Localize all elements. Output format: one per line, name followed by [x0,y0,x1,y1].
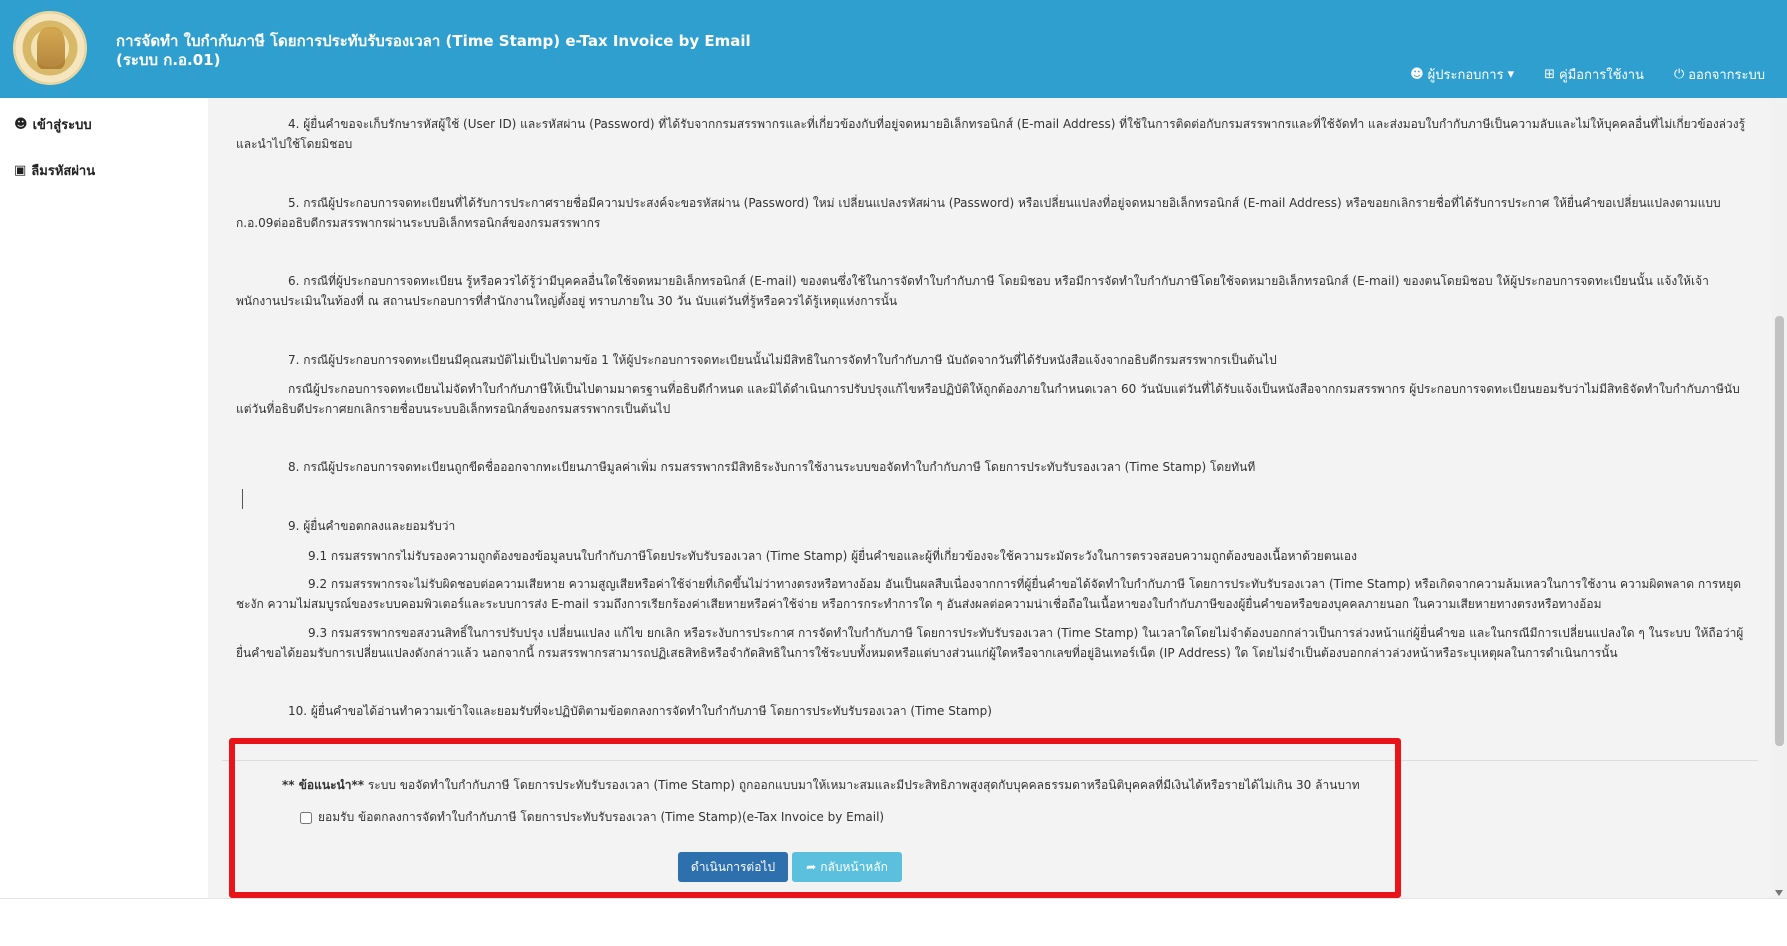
sidebar-item-forgot-password[interactable] [14,160,95,181]
top-nav [1410,64,1765,85]
back-home-button-label: กลับหน้าหลัก [820,859,888,874]
vertical-scrollbar[interactable] [1772,98,1787,898]
user-icon: ☻ [1410,67,1424,82]
recommendation-label: ** ข้อแนะนำ** [282,778,365,792]
term-9-2: 9.2 กรมสรรพากรจะไม่รับผิดชอบต่อความเสียหาย ความสูญเสียหรือค่าใช้จ่ายที่เกิดขึ้นไม่ว่าทางตรงหรือทางอ้อม อันเป็นผลสืบเนื่องจากการที่ผู้ยื่นคำขอได้จัดทำใบกำกับภาษี โดยการประทับรับรองเวลา (Time Stamp) หรือเกิดจากความล้มเหลวในการใช้งาน ความผิดพลาด การหยุดชะงัก ความไม่สมบูรณ์ของระบบคอมพิวเตอร์และระบบการส่ง E-mail รวมถึงการเรียกร้องค่าเสียหายหรือค่าใช้จ่าย หรือการกระทำการใด ๆ อันส่งผลต่อความน่าเชื่อถือในเนื้อหาของใบกำกับภาษีของผู้ยื่นคำขอหรือของบุคคลภายนอก ในความเสียหายทางตรงหรือทางอ้อม [236,577,1742,611]
logo-emblem [37,27,65,69]
sidebar-item-login-label: เข้าสู่ระบบ [32,118,92,133]
lock-icon: ▣ [14,163,27,178]
app-title-line1: การจัดทำ ใบกำกับภาษี โดยการประทับรับรองเวลา (Time Stamp) e-Tax Invoice by Email [116,32,751,50]
scrollbar-thumb[interactable] [1775,316,1784,746]
logout-link[interactable] [1674,64,1765,85]
recommendation-text: ระบบ ขอจัดทำใบกำกับภาษี โดยการประทับรับรองเวลา (Time Stamp) ถูกออกแบบมาให้เหมาะสมและมีประสิทธิภาพสูงสุดกับบุคคลธรรมดาหรือนิติบุคคลที่มีเงินได้หรือรายได้ไม่เกิน 30 ล้านบาท [367,778,1360,792]
agreement-row [300,808,884,827]
term-8: 8. กรณีผู้ประกอบการจดทะเบียนถูกขีดชื่อออกจากทะเบียนภาษีมูลค่าเพิ่ม กรมสรรพากรมีสิทธิระงับการใช้งานระบบขอจัดทำใบกำกับภาษี โดยการประทับรับรองเวลา (Time Stamp) โดยทันที [288,460,1256,474]
operator-menu[interactable] [1410,64,1514,85]
logout-link-label: ออกจากระบบ [1688,68,1765,83]
plus-square-icon: ⊞ [1544,67,1556,82]
share-arrow-icon: ➦ [806,860,817,874]
user-icon: ☻ [14,117,28,132]
header-bar [0,0,1787,98]
back-home-button[interactable] [792,852,902,882]
term-7b: กรณีผู้ประกอบการจดทะเบียนไม่จัดทำใบกำกับภาษีให้เป็นไปตามมาตรฐานที่อธิบดีกำหนด และมิได้ดำเนินการปรับปรุงแก้ไขหรือปฏิบัติให้ถูกต้องภายในกำหนดเวลา 60 วันนับแต่วันที่ได้รับแจ้งเป็นหนังสือจากกรมสรรพากร ผู้ประกอบการจดทะเบียนยอมรับว่าไม่มีสิทธิจัดทำใบกำกับภาษีนับแต่วันที่อธิบดีประกาศยกเลิกรายชื่อบนระบบอิเล็กทรอนิกส์ของกรมสรรพากรเป็นต้นไป [236,382,1740,416]
term-9-3: 9.3 กรมสรรพากรขอสงวนสิทธิ์ในการปรับปรุง เปลี่ยนแปลง แก้ไข ยกเลิก หรือระงับการประกาศ การจัดทำใบกำกับภาษี โดยการประทับรับรองเวลา (Time Stamp) ในเวลาใดโดยไม่จำต้องบอกกล่าวเป็นการล่วงหน้าแก่ผู้ยื่นคำขอ และในกรณีมีการเปลี่ยนแปลงใด ๆ ในระบบ ให้ถือว่าผู้ยื่นคำขอได้ยอมรับการเปลี่ยนแปลงดังกล่าวแล้ว นอกจากนี้ กรมสรรพากรสามารถปฏิเสธสิทธิหรือจำกัดสิทธิในการใช้ระบบทั้งหมดหรือแต่บางส่วนแก่ผู้ใดหรือจากเลขที่อยู่อินเทอร์เน็ต (IP Address) ใด โดยไม่จำเป็นต้องบอกกล่าวล่วงหน้าหรือระบุเหตุผลในการดำเนินการนั้น [236,626,1744,660]
term-6: 6. กรณีที่ผู้ประกอบการจดทะเบียน รู้หรือควรได้รู้ว่ามีบุคคลอื่นใดใช้จดหมายอิเล็กทรอนิกส์ (E-mail) ของตนซึ่งใช้ในการจัดทำใบกำกับภาษี โดยมิชอบ หรือมีการจัดทำใบกำกับภาษีโดยใช้จดหมายอิเล็กทรอนิกส์ (E-mail) ของตนโดยมิชอบ ให้ผู้ประกอบการจดทะเบียนนั้น แจ้งให้เจ้าพนักงานประเมินในท้องที่ ณ สถานประกอบการที่สำนักงานใหญ่ตั้งอยู่ ทราบภายใน 30 วัน นับแต่วันที่รู้หรือควรได้รู้เหตุแห่งการนั้น [236,274,1709,308]
agreement-checkbox[interactable] [300,812,312,824]
app-title-line2: (ระบบ ก.อ.01) [116,51,221,69]
action-buttons [678,852,902,882]
caret-down-icon: ▾ [1507,67,1515,82]
revenue-department-logo [13,11,87,85]
term-9: 9. ผู้ยื่นคำขอตกลงและยอมรับว่า [288,519,456,533]
power-icon: ⏻ [1673,67,1685,82]
manual-link[interactable] [1544,64,1644,85]
sidebar [0,98,208,898]
operator-menu-label: ผู้ประกอบการ [1427,68,1504,83]
sidebar-item-login[interactable] [14,114,92,135]
continue-button[interactable]: ดำเนินการต่อไป [678,852,788,882]
term-4: 4. ผู้ยื่นคำขอจะเก็บรักษารหัสผู้ใช้ (User ID) และรหัสผ่าน (Password) ที่ได้รับจากกรมสรรพากรและที่เกี่ยวข้องกับที่อยู่จดหมายอิเล็กทรอนิกส์ (E-mail Address) ที่ใช้ในการติดต่อกับกรมสรรพากรและที่ใช้จัดทำ และส่งมอบใบกำกับภาษีเป็นความลับและไม่ให้บุคคลอื่นที่ไม่เกี่ยวข้องล่วงรู้และนำไปใช้โดยมิชอบ [236,117,1746,151]
app-title [116,32,756,70]
text-cursor [242,489,243,509]
sidebar-item-forgot-password-label: ลืมรหัสผ่าน [31,164,96,179]
term-7: 7. กรณีผู้ประกอบการจดทะเบียนมีคุณสมบัติไม่เป็นไปตามข้อ 1 ให้ผู้ประกอบการจดทะเบียนนั้นไม่มีสิทธิในการจัดทำใบกำกับภาษี นับถัดจากวันที่ได้รับหนังสือแจ้งจากอธิบดีกรมสรรพากรเป็นต้นไป [288,353,1277,367]
scroll-down-arrow-icon[interactable] [1775,890,1783,896]
agreement-checkbox-label[interactable]: ยอมรับ ข้อตกลงการจัดทำใบกำกับภาษี โดยการประทับรับรองเวลา (Time Stamp)(e-Tax Invoice by Email) [318,810,885,824]
term-10: 10. ผู้ยื่นคำขอได้อ่านทำความเข้าใจและยอมรับที่จะปฏิบัติตามข้อตกลงการจัดทำใบกำกับภาษี โดยการประทับรับรองเวลา (Time Stamp) [288,704,992,718]
term-5: 5. กรณีผู้ประกอบการจดทะเบียนที่ได้รับการประกาศรายชื่อมีความประสงค์จะขอรหัสผ่าน (Password) ใหม่ เปลี่ยนแปลงรหัสผ่าน (Password) หรือเปลี่ยนแปลงที่อยู่จดหมายอิเล็กทรอนิกส์ (E-mail Address) หรือขอยกเลิกรายชื่อที่ได้รับการประกาศ ให้ยื่นคำขอเปลี่ยนแปลงตามแบบ ก.อ.09ต่ออธิบดีกรมสรรพากรผ่านระบบอิเล็กทรอนิกส์ของกรมสรรพากร [236,196,1721,230]
manual-link-label: คู่มือการใช้งาน [1559,68,1644,83]
section-divider [222,760,1758,761]
term-9-1: 9.1 กรมสรรพากรไม่รับรองความถูกต้องของข้อมูลบนใบกำกับภาษีโดยประทับรับรองเวลา (Time Stamp) ผู้ยื่นคำขอและผู้ที่เกี่ยวข้องจะใช้ความระมัดระวังในการตรวจสอบความถูกต้องของเนื้อหาด้วยตนเอง [308,549,1357,563]
recommendation-notice [282,776,1542,795]
page-footer-strip [0,898,1787,946]
